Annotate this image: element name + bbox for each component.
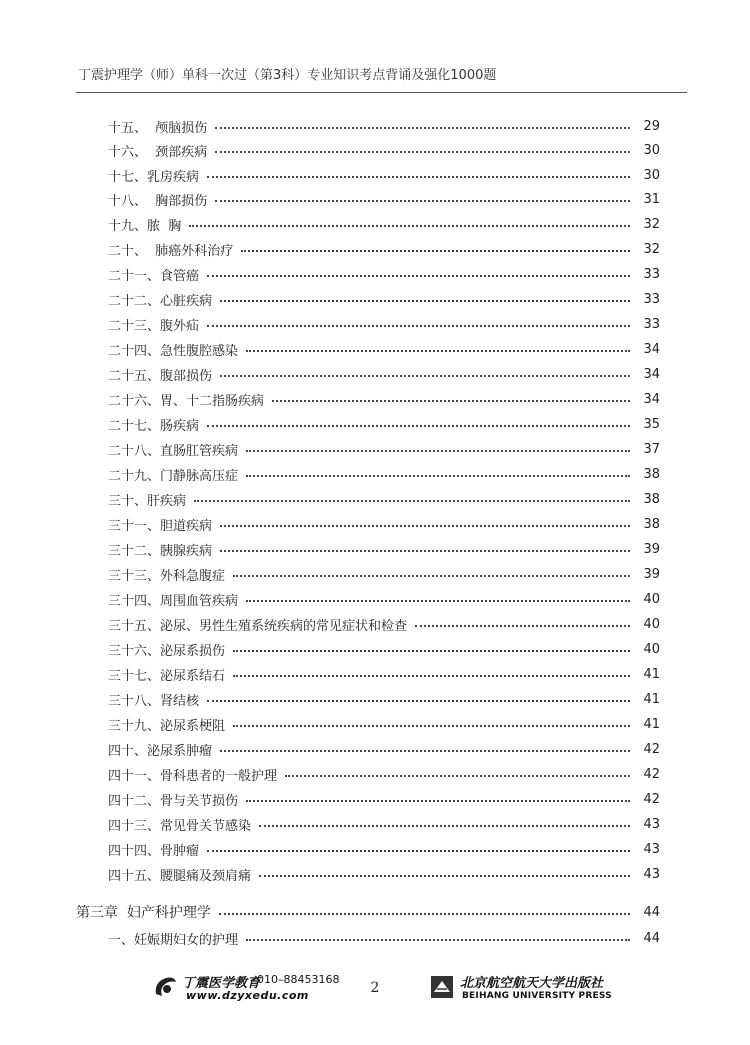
toc-page: 43 (643, 841, 660, 857)
toc-title: 二十六、胃、十二指肠疾病 (108, 393, 265, 409)
toc-row[interactable] (108, 864, 660, 884)
beihang-press-name: 北京航空航天大学出版社 (460, 976, 604, 991)
toc-page: 40 (643, 591, 660, 607)
toc-page: 43 (643, 866, 660, 882)
toc-leader (272, 399, 630, 402)
toc-page: 40 (643, 641, 660, 657)
page-number: 2 (370, 980, 380, 996)
toc-title: 二十一、食管癌 (108, 268, 200, 284)
toc-row[interactable] (108, 116, 660, 136)
publisher-logo-beihang (430, 972, 620, 1006)
toc-title: 四十三、常见骨关节感染 (108, 818, 252, 834)
toc-leader (233, 649, 630, 652)
toc-page: 37 (643, 441, 660, 457)
toc-row[interactable] (108, 314, 660, 334)
toc-page: 44 (643, 904, 660, 920)
toc-leader (259, 824, 630, 827)
toc-row[interactable] (108, 814, 660, 834)
toc-leader (220, 524, 630, 527)
toc-leader (215, 126, 630, 129)
toc-title: 三十、肝疾病 (108, 493, 187, 509)
toc-page: 32 (643, 216, 660, 232)
toc-page: 42 (643, 741, 660, 757)
toc-title: 三十四、周围血管疾病 (108, 593, 239, 609)
dingzhen-url: www.dzyxedu.com (186, 989, 309, 1002)
toc-page: 40 (643, 616, 660, 632)
toc-row[interactable] (108, 764, 660, 784)
toc-chapter-title: 第三章 妇产科护理学 (76, 905, 211, 921)
toc-row[interactable] (108, 339, 660, 359)
toc-title: 三十二、胰腺疾病 (108, 543, 213, 559)
toc-page: 38 (643, 466, 660, 482)
toc-row[interactable] (108, 714, 660, 734)
toc-title: 二十三、腹外疝 (108, 318, 200, 334)
toc-leader (189, 224, 630, 227)
toc-leader (220, 299, 630, 302)
toc-leader (241, 249, 630, 252)
toc-row[interactable] (108, 414, 660, 434)
toc-title: 四十四、骨肿瘤 (108, 843, 200, 859)
toc-page: 29 (643, 118, 660, 134)
toc-page: 34 (643, 341, 660, 357)
toc-leader (207, 324, 630, 327)
toc-title: 十六、 颈部疾病 (108, 144, 208, 160)
toc-title: 二十、 肺癌外科治疗 (108, 243, 234, 259)
toc-leader (207, 175, 630, 178)
toc-leader (246, 599, 630, 602)
toc-leader (285, 774, 630, 777)
toc-page: 44 (643, 930, 660, 946)
toc-row[interactable] (108, 364, 660, 384)
toc-row[interactable] (108, 439, 660, 459)
toc-page: 41 (643, 666, 660, 682)
beihang-press-english: BEIHANG UNIVERSITY PRESS (462, 991, 612, 1001)
toc-chapter-row[interactable] (76, 902, 660, 922)
toc-title: 四十、泌尿系肿瘤 (108, 743, 213, 759)
toc-leader (233, 674, 630, 677)
toc-title: 四十二、骨与关节损伤 (108, 793, 239, 809)
toc-title: 二十七、肠疾病 (108, 418, 200, 434)
toc-row[interactable] (108, 140, 660, 160)
dingzhen-logo-icon (152, 974, 178, 1000)
toc-leader (207, 849, 630, 852)
toc-leader (220, 749, 630, 752)
toc-title: 二十九、门静脉高压症 (108, 468, 239, 484)
toc-page: 41 (643, 716, 660, 732)
toc-row[interactable] (108, 564, 660, 584)
toc-leader (207, 274, 630, 277)
toc-row[interactable] (108, 165, 660, 185)
toc-title: 三十八、肾结核 (108, 693, 200, 709)
toc-title: 一、妊娠期妇女的护理 (108, 932, 239, 948)
toc-row[interactable] (108, 289, 660, 309)
toc-leader (259, 874, 630, 877)
toc-page: 34 (643, 391, 660, 407)
toc-row[interactable] (108, 464, 660, 484)
toc-row[interactable] (108, 928, 660, 948)
toc-leader (220, 549, 630, 552)
toc-page: 38 (643, 516, 660, 532)
toc-title: 三十五、泌尿、男性生殖系统疾病的常见症状和检查 (108, 618, 408, 634)
beihang-logo-icon (430, 975, 454, 999)
toc-title: 三十七、泌尿系结石 (108, 668, 226, 684)
toc-row[interactable] (108, 689, 660, 709)
toc-page: 30 (643, 142, 660, 158)
toc-row[interactable] (108, 839, 660, 859)
toc-title: 三十六、泌尿系损伤 (108, 643, 226, 659)
toc-title: 三十三、外科急腹症 (108, 568, 226, 584)
toc-page: 33 (643, 316, 660, 332)
toc-title: 二十五、腹部损伤 (108, 368, 213, 384)
toc-page: 39 (643, 541, 660, 557)
toc-title: 十九、脓 胸 (108, 218, 182, 234)
toc-leader (215, 150, 630, 153)
dingzhen-phone: 010–88453168 (257, 973, 340, 986)
toc-page: 35 (643, 416, 660, 432)
toc-row[interactable] (108, 389, 660, 409)
toc-row[interactable] (108, 514, 660, 534)
toc-page: 34 (643, 366, 660, 382)
toc-title: 十七、乳房疾病 (108, 169, 200, 185)
toc-leader (246, 349, 630, 352)
toc-title: 二十八、直肠肛管疾病 (108, 443, 239, 459)
toc-row[interactable] (108, 539, 660, 559)
dingzhen-brand: 丁震医学教育 (182, 976, 261, 991)
toc-title: 十八、 胸部损伤 (108, 193, 208, 209)
toc-title: 二十二、心脏疾病 (108, 293, 213, 309)
toc-row[interactable] (108, 589, 660, 609)
toc-title: 十五、 颅脑损伤 (108, 120, 208, 136)
toc-row[interactable] (108, 214, 660, 234)
toc-title: 四十一、骨科患者的一般护理 (108, 768, 278, 784)
toc-row[interactable] (108, 489, 660, 509)
toc-page: 39 (643, 566, 660, 582)
toc-row[interactable] (108, 739, 660, 759)
toc-row[interactable] (108, 239, 660, 259)
toc-row[interactable] (108, 789, 660, 809)
toc-leader (219, 912, 630, 915)
toc-page: 43 (643, 816, 660, 832)
toc-page: 33 (643, 266, 660, 282)
toc-page: 33 (643, 291, 660, 307)
toc-leader (207, 424, 630, 427)
toc-leader (246, 449, 630, 452)
toc-leader (246, 474, 630, 477)
toc-title: 三十一、胆道疾病 (108, 518, 213, 534)
toc-title: 二十四、急性腹腔感染 (108, 343, 239, 359)
toc-leader (207, 699, 630, 702)
toc-page: 41 (643, 691, 660, 707)
toc-row[interactable] (108, 614, 660, 634)
toc-title: 三十九、泌尿系梗阻 (108, 718, 226, 734)
toc-page: 38 (643, 491, 660, 507)
toc-leader (220, 374, 630, 377)
toc-title: 四十五、腰腿痛及颈肩痛 (108, 868, 252, 884)
toc-row[interactable] (108, 189, 660, 209)
toc-leader (233, 574, 630, 577)
toc-page: 42 (643, 791, 660, 807)
toc-leader (233, 724, 630, 727)
toc-row[interactable] (108, 639, 660, 659)
publisher-logo-dingzhen (152, 972, 352, 1006)
toc-leader (215, 199, 630, 202)
toc-page: 31 (643, 191, 660, 207)
toc-row[interactable] (108, 264, 660, 284)
running-header: 丁震护理学（师）单科一次过（第3科）专业知识考点背诵及强化1000题 (78, 68, 497, 83)
toc-leader (415, 624, 630, 627)
toc-page: 32 (643, 241, 660, 257)
toc-page: 30 (643, 167, 660, 183)
toc-row[interactable] (108, 664, 660, 684)
toc-leader (194, 499, 630, 502)
toc-page: 42 (643, 766, 660, 782)
toc-leader (246, 938, 630, 941)
toc-leader (246, 799, 630, 802)
